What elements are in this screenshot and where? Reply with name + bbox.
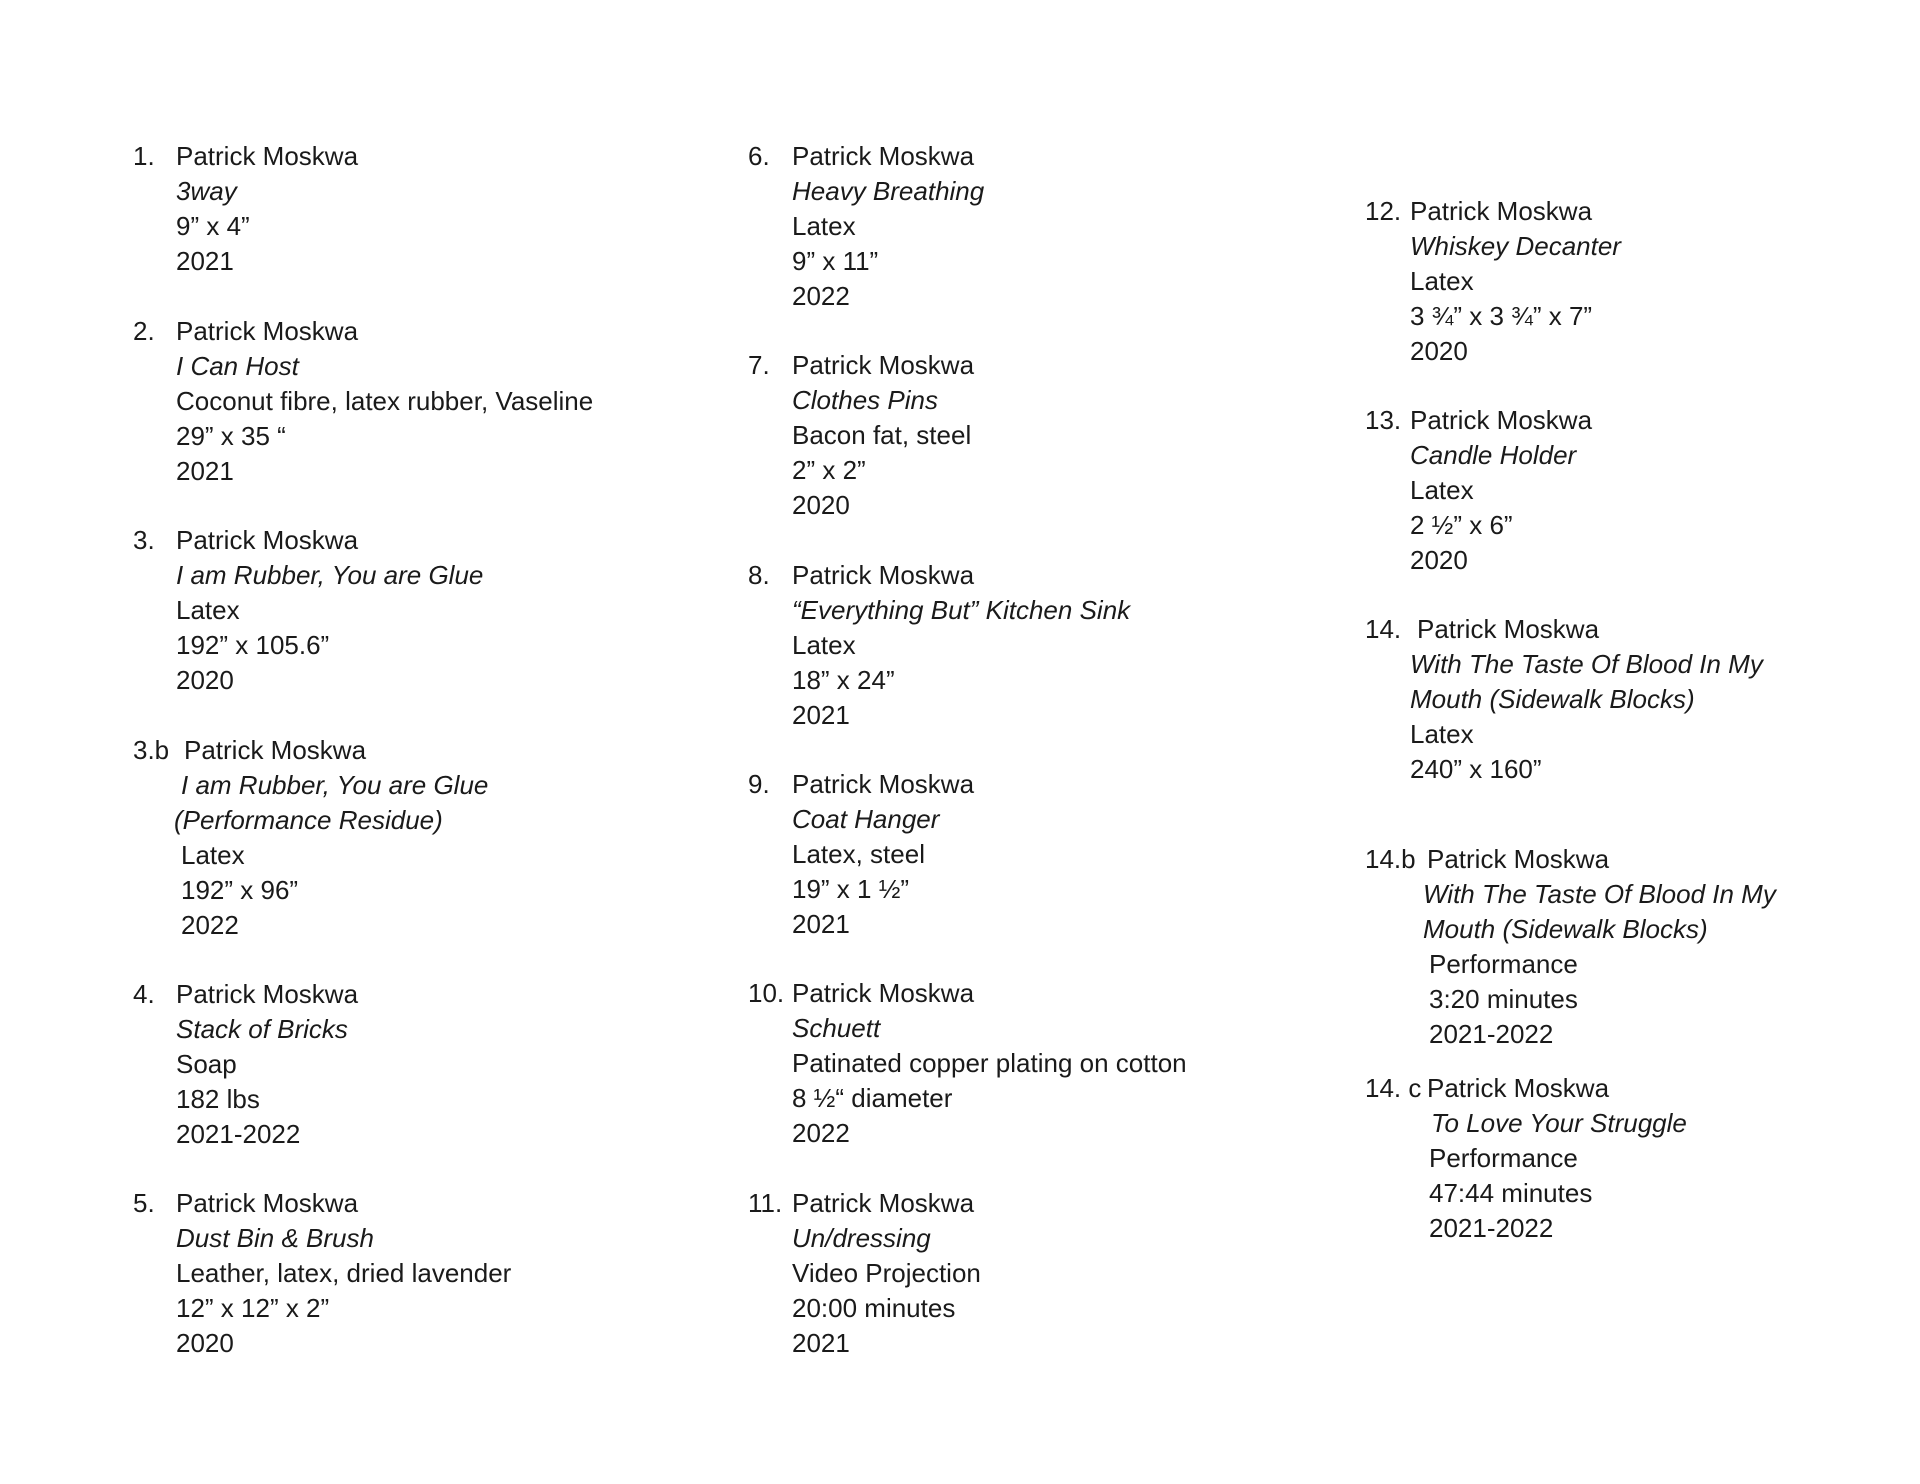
artwork-year: 2022 — [792, 1118, 850, 1148]
artist-name: Patrick Moskwa — [792, 1188, 975, 1218]
artwork-year: 2020 — [792, 490, 850, 520]
artist-name: Patrick Moskwa — [1410, 196, 1593, 226]
entry-header-line — [748, 139, 984, 174]
checklist-entry-3b — [133, 733, 488, 943]
checklist-entry-9 — [748, 767, 974, 942]
entry-number: 3.b — [133, 735, 170, 765]
artwork-title: Un/dressing — [792, 1223, 931, 1253]
checklist-entry-12 — [1365, 194, 1621, 369]
checklist-entry-8 — [748, 558, 1130, 733]
artwork-title: Schuett — [792, 1013, 881, 1043]
artwork-dimensions: 18” x 24” — [792, 665, 895, 695]
artwork-duration: 3:20 minutes — [1429, 984, 1578, 1014]
artwork-year: 2021-2022 — [176, 1119, 301, 1149]
entry-number: 6. — [748, 141, 770, 171]
artwork-title-continued: (Performance Residue) — [174, 805, 443, 835]
artwork-medium: Latex, steel — [792, 839, 925, 869]
entry-header-line — [133, 314, 593, 349]
artwork-medium: Soap — [176, 1049, 237, 1079]
checklist-entry-13 — [1365, 403, 1592, 578]
checklist-entry-1 — [133, 139, 358, 279]
artwork-title: I am Rubber, You are Glue — [181, 770, 489, 800]
entry-number: 2. — [133, 316, 155, 346]
artwork-year: 2021-2022 — [1429, 1019, 1554, 1049]
artwork-medium: Latex — [1410, 266, 1474, 296]
entry-number: 9. — [748, 769, 770, 799]
entry-header-line — [748, 558, 1130, 593]
entry-header-line — [1365, 842, 1776, 877]
artist-name: Patrick Moskwa — [1417, 614, 1600, 644]
artwork-dimensions: 3 ¾” x 3 ¾” x 7” — [1410, 301, 1593, 331]
artwork-title-continued: Mouth (Sidewalk Blocks) — [1423, 914, 1708, 944]
artwork-year: 2020 — [176, 665, 234, 695]
artwork-year: 2022 — [181, 910, 239, 940]
artwork-dimensions: 8 ½“ diameter — [792, 1083, 953, 1113]
artwork-year: 2021 — [176, 246, 234, 276]
artwork-medium: Coconut fibre, latex rubber, Vaseline — [176, 386, 594, 416]
artist-name: Patrick Moskwa — [792, 141, 975, 171]
artist-name: Patrick Moskwa — [176, 316, 359, 346]
artwork-medium: Latex — [1410, 719, 1474, 749]
artwork-year: 2021-2022 — [1429, 1213, 1554, 1243]
entry-header-line — [1365, 612, 1763, 647]
artwork-medium: Video Projection — [792, 1258, 981, 1288]
checklist-entry-7 — [748, 348, 974, 523]
checklist-entry-5 — [133, 1186, 511, 1361]
checklist-entry-3 — [133, 523, 483, 698]
entry-header-line — [133, 1186, 511, 1221]
entry-number: 12. — [1365, 196, 1402, 226]
entry-number: 4. — [133, 979, 155, 1009]
entry-header-line — [133, 139, 358, 174]
entry-number: 1. — [133, 141, 155, 171]
checklist-entry-6 — [748, 139, 984, 314]
entry-number: 8. — [748, 560, 770, 590]
entry-header-line — [1365, 403, 1592, 438]
artwork-medium: Leather, latex, dried lavender — [176, 1258, 512, 1288]
artwork-year: 2021 — [176, 456, 234, 486]
artwork-duration: 20:00 minutes — [792, 1293, 956, 1323]
entry-header-line — [748, 976, 1187, 1011]
artist-name: Patrick Moskwa — [1427, 844, 1610, 874]
artwork-title: With The Taste Of Blood In My — [1410, 649, 1763, 679]
artwork-weight: 182 lbs — [176, 1084, 260, 1114]
artist-name: Patrick Moskwa — [184, 735, 367, 765]
artist-name: Patrick Moskwa — [176, 979, 359, 1009]
artwork-medium: Latex — [792, 630, 856, 660]
artist-name: Patrick Moskwa — [176, 1188, 359, 1218]
artist-name: Patrick Moskwa — [792, 350, 975, 380]
artwork-medium: Latex — [792, 211, 856, 241]
artwork-duration: 47:44 minutes — [1429, 1178, 1593, 1208]
entry-number: 5. — [133, 1188, 155, 1218]
artwork-title: Heavy Breathing — [792, 176, 985, 206]
entry-header-line — [748, 348, 974, 383]
artwork-year: 2020 — [176, 1328, 234, 1358]
artwork-title: Dust Bin & Brush — [176, 1223, 374, 1253]
artwork-dimensions: 2” x 2” — [792, 455, 866, 485]
artwork-medium: Latex — [176, 595, 240, 625]
artwork-title: With The Taste Of Blood In My — [1423, 879, 1776, 909]
artwork-dimensions: 9” x 4” — [176, 211, 250, 241]
artwork-title: I am Rubber, You are Glue — [176, 560, 484, 590]
artwork-dimensions: 12” x 12” x 2” — [176, 1293, 330, 1323]
artwork-medium: Latex — [181, 840, 245, 870]
artwork-year: 2021 — [792, 909, 850, 939]
checklist-entry-10 — [748, 976, 1187, 1151]
artwork-dimensions: 9” x 11” — [792, 246, 879, 276]
artwork-year: 2021 — [792, 1328, 850, 1358]
artwork-title: 3way — [176, 176, 237, 206]
artist-name: Patrick Moskwa — [792, 769, 975, 799]
artist-name: Patrick Moskwa — [176, 525, 359, 555]
entry-number: 7. — [748, 350, 770, 380]
entry-number: 14. — [1365, 614, 1402, 644]
checklist-entry-2 — [133, 314, 593, 489]
artwork-title: Stack of Bricks — [176, 1014, 348, 1044]
artwork-medium: Bacon fat, steel — [792, 420, 972, 450]
checklist-entry-14c — [1365, 1071, 1687, 1246]
artwork-title: I Can Host — [176, 351, 299, 381]
checklist-entry-11 — [748, 1186, 981, 1361]
artwork-title-continued: Mouth (Sidewalk Blocks) — [1410, 684, 1695, 714]
artwork-medium: Patinated copper plating on cotton — [792, 1048, 1187, 1078]
artist-name: Patrick Moskwa — [1427, 1073, 1610, 1103]
checklist-entry-4 — [133, 977, 358, 1152]
artwork-dimensions: 2 ½” x 6” — [1410, 510, 1513, 540]
artwork-year: 2020 — [1410, 336, 1468, 366]
artwork-dimensions: 192” x 96” — [181, 875, 299, 905]
artwork-title: To Love Your Struggle — [1431, 1108, 1687, 1138]
artist-name: Patrick Moskwa — [792, 978, 975, 1008]
entry-number: 13. — [1365, 405, 1402, 435]
checklist-entry-14b — [1365, 842, 1776, 1052]
entry-number: 3. — [133, 525, 155, 555]
entry-header-line — [1365, 1071, 1687, 1106]
artwork-year: 2022 — [792, 281, 850, 311]
artwork-dimensions: 29” x 35 “ — [176, 421, 286, 451]
artist-name: Patrick Moskwa — [792, 560, 975, 590]
entry-header-line — [1365, 194, 1621, 229]
artwork-dimensions: 240” x 160” — [1410, 754, 1542, 784]
artwork-medium: Performance — [1429, 1143, 1578, 1173]
artwork-title: Whiskey Decanter — [1410, 231, 1621, 261]
artwork-title: Candle Holder — [1410, 440, 1577, 470]
entry-number: 10. — [748, 978, 785, 1008]
artist-name: Patrick Moskwa — [176, 141, 359, 171]
entry-number: 14.b — [1365, 844, 1416, 874]
entry-number: 11. — [748, 1188, 783, 1218]
artwork-year: 2021 — [792, 700, 850, 730]
artwork-title: Clothes Pins — [792, 385, 938, 415]
entry-header-line — [748, 1186, 981, 1221]
artwork-medium: Latex — [1410, 475, 1474, 505]
artwork-medium: Performance — [1429, 949, 1578, 979]
artwork-year: 2020 — [1410, 545, 1468, 575]
artwork-title: “Everything But” Kitchen Sink — [792, 595, 1131, 625]
entry-header-line — [133, 523, 483, 558]
checklist-entry-14 — [1365, 612, 1763, 787]
artwork-dimensions: 192” x 105.6” — [176, 630, 330, 660]
artwork-title: Coat Hanger — [792, 804, 940, 834]
entry-header-line — [133, 977, 358, 1012]
entry-header-line — [748, 767, 974, 802]
entry-header-line — [133, 733, 488, 768]
artwork-dimensions: 19” x 1 ½” — [792, 874, 910, 904]
entry-number: 14. c — [1365, 1073, 1422, 1103]
artist-name: Patrick Moskwa — [1410, 405, 1593, 435]
